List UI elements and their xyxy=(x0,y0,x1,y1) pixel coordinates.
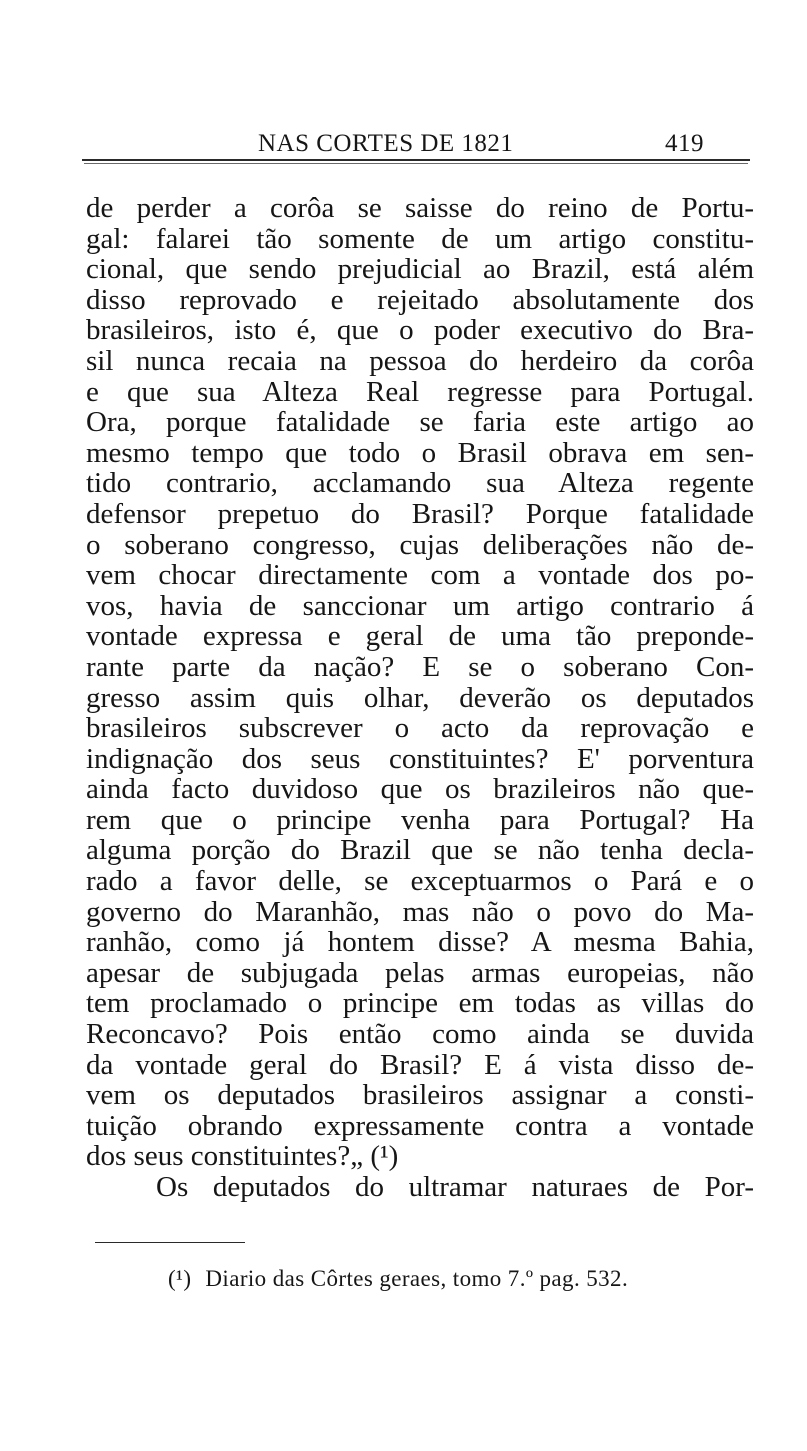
text-line: vos, havia de sanccionar um artigo contrario á xyxy=(86,589,754,622)
text-line: gal: falarei tão somente de um artigo constitu- xyxy=(86,222,754,255)
text-line: apesar de subjugada pelas armas europeias, não xyxy=(86,956,754,989)
text-line: ainda facto duvidoso que os brazileiros não que- xyxy=(86,773,754,806)
text-line: da vontade geral do Brasil? E á vista disso de- xyxy=(86,1048,754,1081)
footnote-marker: (¹) xyxy=(168,1266,192,1291)
running-title: NAS CORTES DE 1821 xyxy=(258,130,514,157)
text-line: Reconcavo? Pois então como ainda se duvida xyxy=(86,1018,754,1051)
text-line: cional, que sendo prejudicial ao Brazil, está além xyxy=(86,253,754,286)
text-line-paragraph-start: Os deputados do ultramar naturaes de Por- xyxy=(156,1171,754,1203)
text-line: defensor prepetuo do Brasil? Porque fatalidade xyxy=(86,497,754,530)
text-line: rado a favor delle, se exceptuarmos o Pará e o xyxy=(86,865,754,898)
text-line: Ora, porque fatalidade se faria este artigo ao xyxy=(86,406,754,439)
text-line: rem que o principe venha para Portugal? Ha xyxy=(86,803,754,836)
running-head xyxy=(82,130,750,160)
footnote-rule xyxy=(95,1242,245,1243)
footnote xyxy=(168,1266,628,1292)
text-line: indignação dos seus constituintes? E' porventura xyxy=(86,742,754,775)
header-rule xyxy=(82,159,750,161)
text-line: ranhão, como já hontem disse? A mesma Bahia, xyxy=(86,926,754,959)
text-line: dos seus constituintes?„ (¹) xyxy=(86,1140,399,1173)
text-line: vem chocar directamente com a vontade dos po- xyxy=(86,559,754,592)
text-line: governo do Maranhão, mas não o povo do Ma- xyxy=(86,895,754,928)
text-line: mesmo tempo que todo o Brasil obrava em sen- xyxy=(86,436,754,469)
text-line: tuição obrando expressamente contra a vontade xyxy=(86,1109,754,1142)
text-line: sil nunca recaia na pessoa do herdeiro da corôa xyxy=(86,344,754,377)
body-text xyxy=(86,193,754,1203)
text-line: tem proclamado o principe em todas as villas do xyxy=(86,987,754,1020)
footnote-text: Diario das Côrtes geraes, tomo 7.º pag. 532. xyxy=(205,1266,629,1291)
text-line: brasileiros, isto é, que o poder executivo do Bra- xyxy=(86,314,754,347)
text-line: brasileiros subscrever o acto da reprovação e xyxy=(86,712,754,745)
text-line: vem os deputados brasileiros assignar a consti- xyxy=(86,1079,754,1112)
text-line: de perder a corôa se saisse do reino de Portu- xyxy=(86,192,754,224)
text-line: vontade expressa e geral de uma tão preponde- xyxy=(86,620,754,653)
text-line: disso reprovado e rejeitado absolutamente dos xyxy=(86,283,754,316)
text-line: gresso assim quis olhar, deverão os deputados xyxy=(86,681,754,714)
text-line: tido contrario, acclamando sua Alteza regente xyxy=(86,467,754,500)
page-number: 419 xyxy=(665,130,704,157)
header-rule-secondary xyxy=(84,163,748,164)
text-line: rante parte da nação? E se o soberano Con- xyxy=(86,650,754,683)
text-line: alguma porção do Brazil que se não tenha decla- xyxy=(86,834,754,867)
text-line: o soberano congresso, cujas deliberações não de- xyxy=(86,528,754,561)
text-line: e que sua Alteza Real regresse para Portugal. xyxy=(86,375,754,408)
